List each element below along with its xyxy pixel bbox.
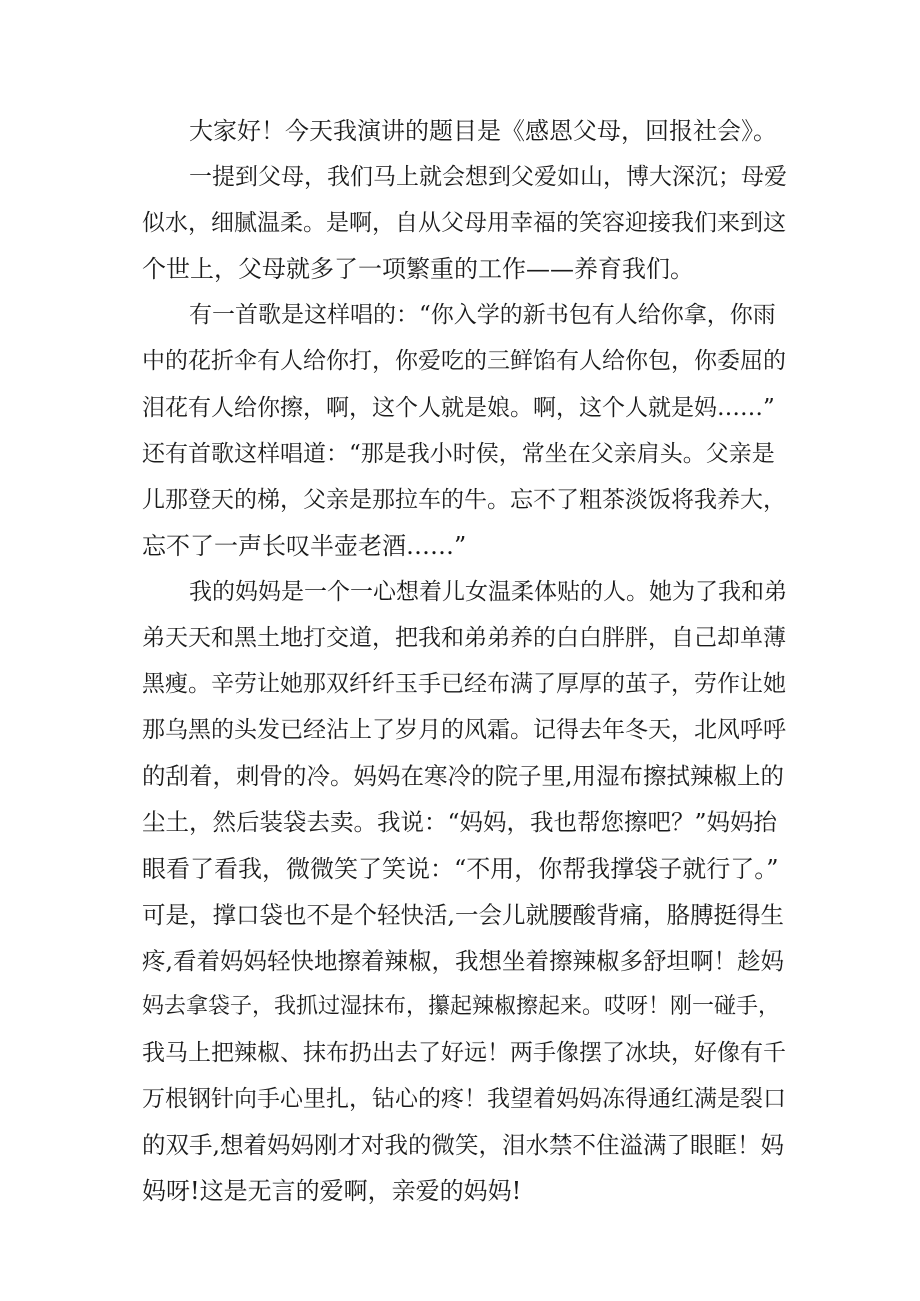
text-line: 还有首歌这样唱道：“那是我小时侯，常坐在父亲肩头。父亲是 bbox=[142, 440, 775, 467]
text-line: 一提到父母，我们马上就会想到父爱如山，博大深沉；母爱 bbox=[189, 164, 787, 191]
text-line: 黑瘦。辛劳让她那双纤纤玉手已经布满了厚厚的茧子，劳作让她 bbox=[142, 671, 786, 698]
text-line: 眼看了看我，微微笑了笑说：“不用，你帮我撑袋子就行了。” bbox=[142, 854, 779, 883]
text-line: 弟天天和黑土地打交道，把我和弟弟养的白白胖胖，自己却单薄 bbox=[142, 625, 786, 652]
text-line: 疼,看着妈妈轻快地擦着辣椒，我想坐着擦辣椒多舒坦啊！趁妈 bbox=[142, 946, 784, 975]
text-line: 的刮着，刺骨的冷。妈妈在寒冷的院子里,用湿布擦拭辣椒上的 bbox=[142, 762, 784, 791]
text-line: 妈去拿袋子，我抓过湿抹布，攥起辣椒擦起来。哎呀！刚一碰手， bbox=[142, 993, 781, 1019]
text-line: 忘不了一声长叹半壶老酒……” bbox=[142, 531, 467, 560]
text-line: 儿那登天的梯，父亲是那拉车的牛。忘不了粗茶淡饭将我养大， bbox=[142, 486, 786, 513]
text-line: 妈呀!这是无言的爱啊，亲爱的妈妈! bbox=[142, 1177, 522, 1206]
text-line: 泪花有人给你擦，啊，这个人就是娘。啊，这个人就是妈……” bbox=[142, 394, 775, 421]
text-line: 可是，撑口袋也不是个轻快活,一会儿就腰酸背痛，胳膊挺得生 bbox=[142, 900, 784, 929]
text-line: 似水，细腻温柔。是啊，自从父母用幸福的笑容迎接我们来到这 bbox=[142, 210, 786, 237]
text-line: 大家好！今天我演讲的题目是《感恩父母，回报社会》。 bbox=[189, 117, 777, 145]
text-line: 尘土，然后装袋去卖。我说：“妈妈，我也帮您擦吧？”妈妈抬 bbox=[142, 808, 778, 837]
text-line: 万根钢针向手心里扎，钻心的疼！我望着妈妈冻得通红满是裂口 bbox=[142, 1085, 786, 1112]
speech-text bbox=[142, 108, 787, 1214]
text-line: 的双手,想着妈妈刚才对我的微笑，泪水禁不住溢满了眼眶！妈 bbox=[142, 1131, 784, 1160]
text-line: 中的花折伞有人给你打，你爱吃的三鲜馅有人给你包，你委屈的 bbox=[142, 348, 786, 375]
text-line: 我的妈妈是一个一心想着儿女温柔体贴的人。她为了我和弟 bbox=[189, 578, 787, 605]
text-line: 有一首歌是这样唱的：“你入学的新书包有人给你拿，你雨 bbox=[189, 302, 776, 329]
text-line: 我马上把辣椒、抹布扔出去了好远！两手像摆了冰块，好像有千 bbox=[142, 1039, 786, 1066]
text-line: 个世上，父母就多了一项繁重的工作——养育我们。 bbox=[142, 255, 694, 284]
text-line: 那乌黑的头发已经沾上了岁月的风霜。记得去年冬天，北风呼呼 bbox=[142, 717, 786, 744]
